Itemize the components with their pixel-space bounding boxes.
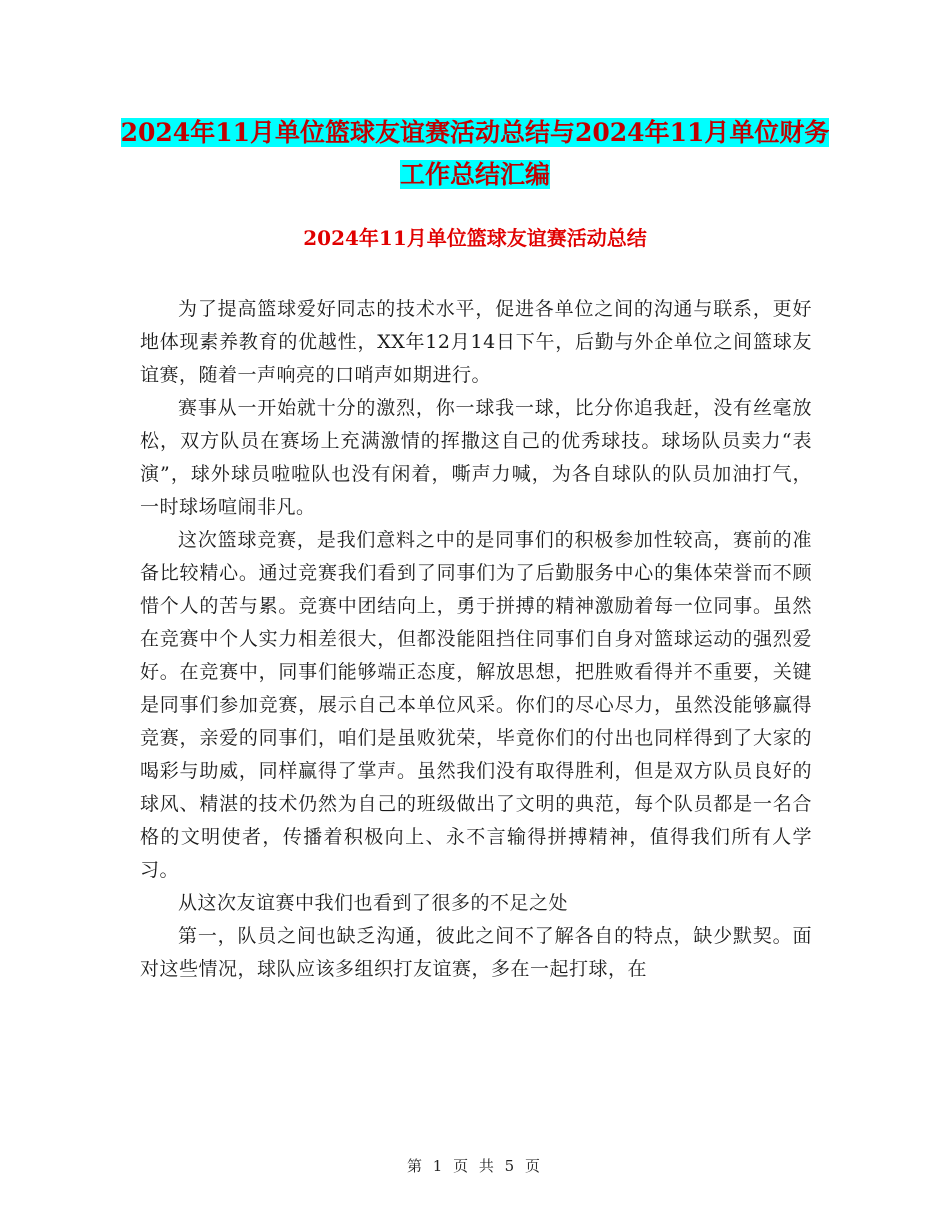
section-title: 2024年11月单位篮球友谊赛活动总结 xyxy=(303,226,647,250)
paragraph: 为了提高篮球爱好同志的技术水平，促进各单位之间的沟通与联系，更好地体现素养教育的优越性，XX年12月14日下午，后勤与外企单位之间篮球友谊赛，随着一声响亮的口哨声如期进行。 xyxy=(140,298,812,386)
paragraph: 第一，队员之间也缺乏沟通，彼此之间不了解各自的特点，缺少默契。面对这些情况，球队应该多组织打友谊赛，多在一起打球，在 xyxy=(140,925,812,980)
paragraph: 从这次友谊赛中我们也看到了很多的不足之处 xyxy=(178,892,569,914)
document-body xyxy=(140,293,812,986)
page-footer: 第 1 页 共 5 页 xyxy=(407,1157,543,1175)
paragraph: 这次篮球竞赛，是我们意料之中的是同事们的积极参加性较高，赛前的准备比较精心。通过竞赛我们看到了同事们为了后勤服务中心的集体荣誉而不顾惜个人的苦与累。竞赛中团结向上，勇于拼搏的精神激励着每一位同事。虽然在竞赛中个人实力相差很大，但都没能阻挡住同事们自身对篮球运动的强烈爱好。在竞赛中，同事们能够端正态度，解放思想，把胜败看得并不重要，关键是同事们参加竞赛，展示自己本单位风采。你们的尽心尽力，虽然没能够赢得竞赛，亲爱的同事们，咱们是虽败犹荣，毕竟你们的付出也同样得到了大家的喝彩与助威，同样赢得了掌声。虽然我们没有取得胜利，但是双方队员良好的球风、精湛的技术仍然为自己的班级做出了文明的典范，每个队员都是一名合格的文明使者，传播着积极向上、永不言输得拼搏精神，值得我们所有人学习。 xyxy=(140,529,812,881)
paragraph: 赛事从一开始就十分的激烈，你一球我一球，比分你追我赶，没有丝毫放松，双方队员在赛场上充满激情的挥撒这自己的优秀球技。球场队员卖力“表演”，球外球员啦啦队也没有闲着，嘶声力喊，为各自球队的队员加油打气，一时球场喧闹非凡。 xyxy=(140,397,812,518)
document-title xyxy=(120,112,830,196)
document-title-highlight: 2024年11月单位篮球友谊赛活动总结与2024年11月单位财务工作总结汇编 xyxy=(120,118,830,189)
